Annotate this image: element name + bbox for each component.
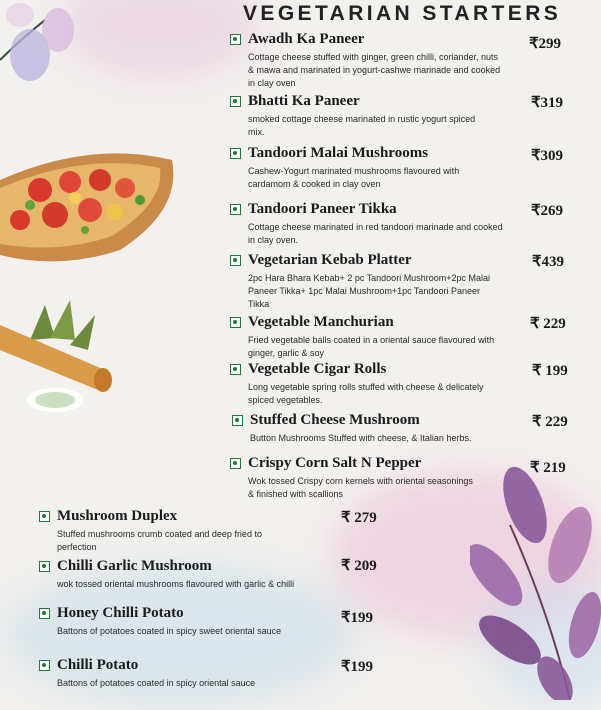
bruschetta-illustration — [0, 140, 180, 280]
item-description: Button Mushrooms Stuffed with cheese, & Italian herbs. — [250, 433, 472, 443]
item-name: Stuffed Cheese Mushroom — [250, 412, 420, 428]
item-description: Cashew-Yogurt marinated mushrooms flavoured with cardamom & cooked in clay oven — [248, 166, 460, 189]
item-description: Cottage cheese marinated in red tandoori marinade and cooked in clay oven. — [248, 222, 503, 245]
veg-mark-icon — [39, 660, 50, 671]
veg-mark-icon — [230, 458, 241, 469]
item-price: ₹ 229 — [532, 414, 568, 430]
purple-leaves-illustration — [470, 465, 601, 700]
leaf-branch-illustration — [0, 0, 80, 95]
item-description: wok tossed oriental mushrooms flavoured with garlic & chilli — [57, 579, 295, 589]
veg-mark-icon — [232, 415, 243, 426]
item-price: ₹319 — [531, 95, 564, 111]
item-price: ₹ 199 — [532, 363, 568, 379]
veg-mark-icon — [230, 364, 241, 375]
item-description: Stuffed mushrooms crumb coated and deep fried to perfection — [57, 529, 262, 552]
veg-mark-icon — [39, 511, 50, 522]
item-name: Awadh Ka Paneer — [248, 31, 365, 47]
item-description: Long vegetable spring rolls stuffed with cheese & delicately spiced vegetables. — [248, 382, 484, 405]
item-price: ₹269 — [531, 203, 564, 219]
item-price: ₹299 — [529, 36, 562, 52]
item-description: Cottage cheese stuffed with ginger, green chilli, coriander, nuts & mawa and marinated in yogurt-cashwe marinade and cooked in clay oven — [248, 52, 501, 88]
item-price: ₹ 279 — [341, 510, 377, 526]
item-description: Wok tossed Crispy corn kernels with oriental seasonings & finished with scallions — [248, 476, 473, 499]
item-name: Mushroom Duplex — [57, 508, 178, 524]
veg-mark-icon — [39, 608, 50, 619]
item-name: Tandoori Malai Mushrooms — [248, 145, 429, 161]
item-description: Fried vegetable balls coated in a oriental sauce flavoured with ginger, garlic & soy — [248, 335, 495, 358]
item-name: Vegetable Manchurian — [248, 314, 394, 330]
item-price: ₹ 209 — [341, 558, 377, 574]
item-name: Honey Chilli Potato — [57, 605, 184, 621]
item-name: Vegetarian Kebab Platter — [248, 252, 412, 268]
item-price: ₹199 — [341, 659, 374, 675]
item-price: ₹ 229 — [530, 316, 566, 332]
veg-mark-icon — [230, 317, 241, 328]
item-price: ₹439 — [532, 254, 565, 270]
veg-mark-icon — [39, 561, 50, 572]
veg-mark-icon — [230, 255, 241, 266]
item-description: Battons of potatoes coated in spicy oriental sauce — [57, 678, 256, 688]
item-price: ₹309 — [531, 148, 564, 164]
item-description: Battons of potatoes coated in spicy sweet oriental sauce — [57, 626, 282, 636]
veg-mark-icon — [230, 204, 241, 215]
veg-mark-icon — [230, 96, 241, 107]
section-title: VEGETARIAN STARTERS — [243, 2, 562, 25]
spring-roll-illustration — [0, 300, 140, 420]
item-name: Crispy Corn Salt N Pepper — [248, 455, 422, 471]
item-name: Bhatti Ka Paneer — [248, 93, 360, 109]
veg-mark-icon — [230, 148, 241, 159]
item-description: smoked cottage cheese marinated in rustic yogurt spiced mix. — [248, 114, 476, 137]
veg-mark-icon — [230, 34, 241, 45]
item-name: Vegetable Cigar Rolls — [248, 361, 387, 377]
item-name: Chilli Garlic Mushroom — [57, 558, 212, 574]
item-name: Tandoori Paneer Tikka — [248, 201, 397, 217]
item-price: ₹199 — [341, 610, 374, 626]
item-description: 2pc Hara Bhara Kebab+ 2 pc Tandoori Mushroom+2pc Malai Paneer Tikka+ 1pc Malai Mushroom+1pc Tandoori Paneer Tikka — [248, 273, 490, 309]
item-price: ₹ 219 — [530, 460, 566, 476]
item-name: Chilli Potato — [57, 657, 139, 673]
